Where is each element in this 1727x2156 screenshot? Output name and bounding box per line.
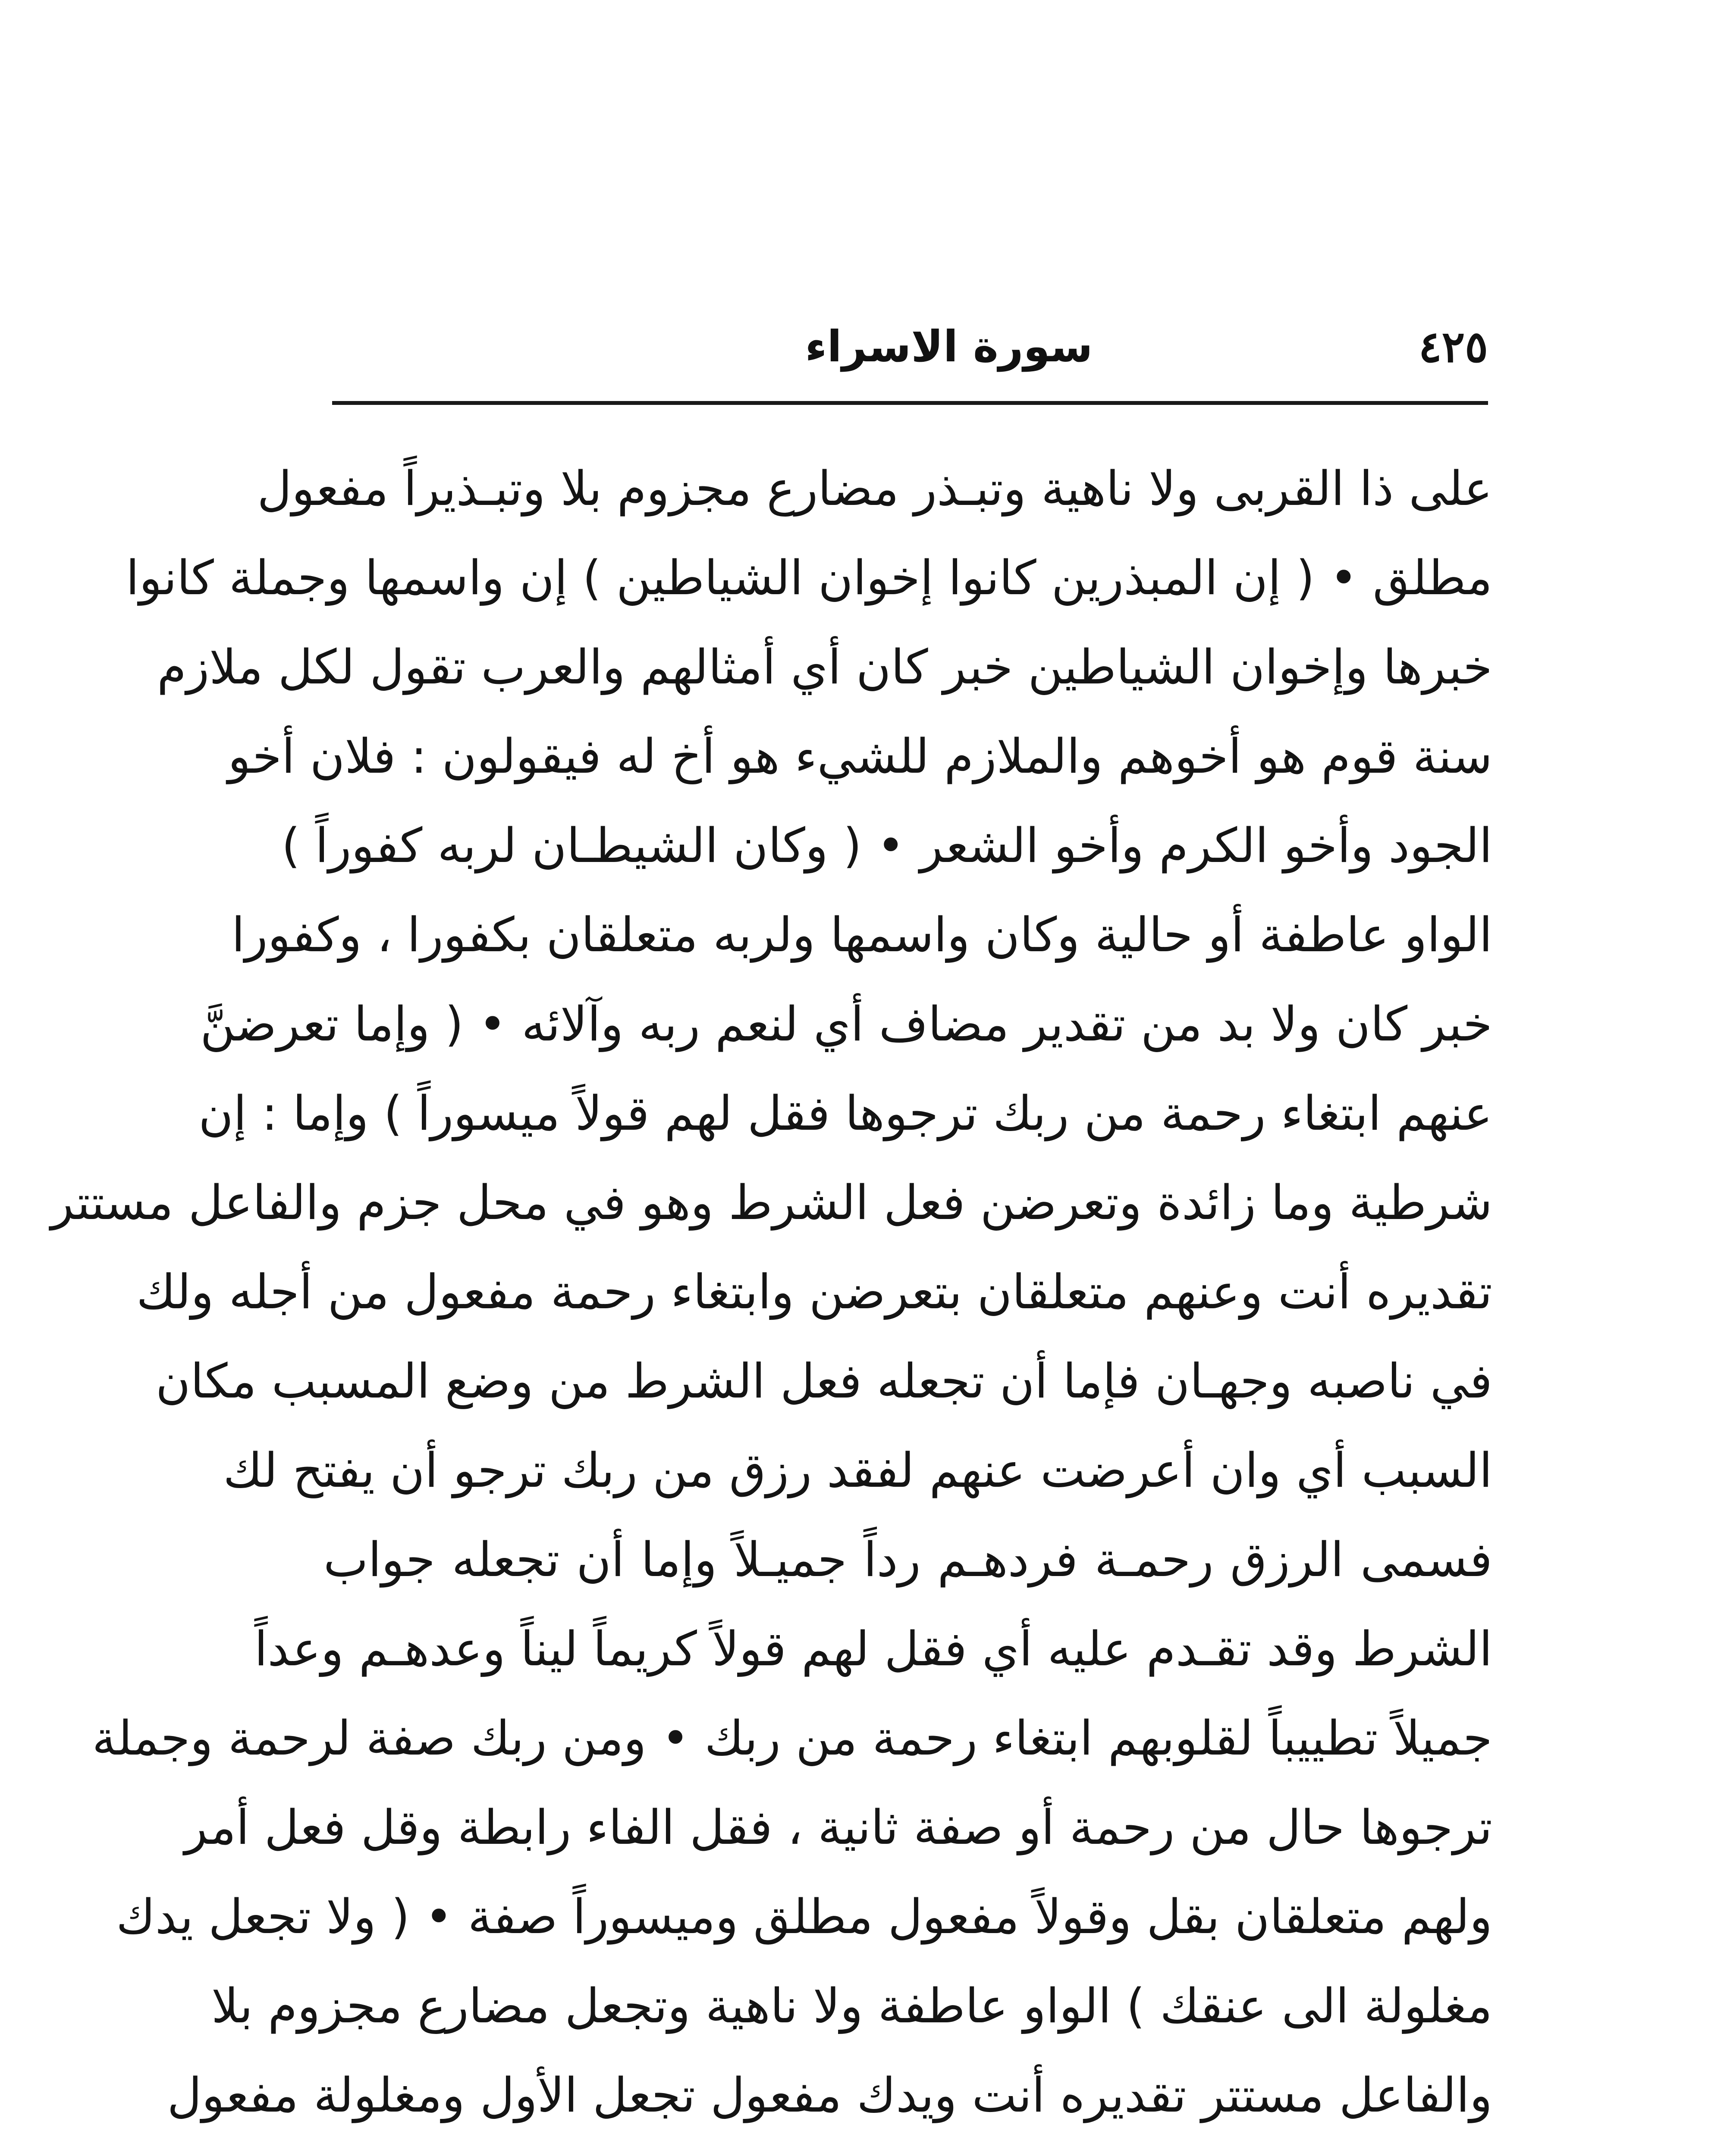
text-line: الجود وأخو الكرم وأخو الشعر • ( وكان الشيطـان لربه كفوراً ) <box>281 818 1492 873</box>
text-line: والفاعل مستتر تقديره أنت ويدك مفعول تجعل الأول ومغلولة مفعول <box>167 2068 1492 2123</box>
header-divider <box>332 401 1488 405</box>
text-line: على ذا القربى ولا ناهية وتبـذر مضارع مجزوم بلا وتبـذيراً مفعول <box>257 461 1492 516</box>
text-line: مغلولة الى عنقك ) الواو عاطفة ولا ناهية وتجعل مضارع مجزوم بلا <box>211 1978 1492 2034</box>
text-line <box>323 2140 1492 2156</box>
text-line: عنهم ابتغاء رحمة من ربك ترجوها فقل لهم قولاً ميسوراً ) وإما : إن <box>198 1086 1492 1141</box>
page-header <box>332 310 1488 397</box>
text-line: فسمى الرزق رحمـة فردهـم رداً جميـلاً وإما أن تجعله جواب <box>323 1532 1492 1587</box>
page-number: ٤٢٥ <box>1418 321 1488 372</box>
running-title: سورة الاسراء <box>805 321 1093 372</box>
body-text <box>50 444 1492 2156</box>
text-line: مطلق • ( إن المبذرين كانوا إخوان الشياطين ) إن واسمها وجملة كانوا <box>126 550 1492 605</box>
text-line: الواو عاطفة أو حالية وكان واسمها ولربه متعلقان بكفورا ، وكفورا <box>231 907 1492 962</box>
text-line: خبرها وإخوان الشياطين خبر كان أي أمثالهم والعرب تقول لكل ملازم <box>157 639 1492 695</box>
text-line: جميلاً تطييباً لقلوبهم ابتغاء رحمة من ربك • ومن ربك صفة لرحمة وجملة <box>92 1711 1492 1766</box>
text-line: في ناصبه وجهـان فإما أن تجعله فعل الشرط من وضع المسبب مكان <box>155 1354 1492 1409</box>
text-line: شرطية وما زائدة وتعرضن فعل الشرط وهو في محل جزم والفاعل مستتر <box>50 1175 1492 1230</box>
text-line: خبر كان ولا بد من تقدير مضاف أي لنعم ربه وآلائه • ( وإما تعرضنَّ <box>200 997 1492 1052</box>
text-line: سنة قوم هو أخوهم والملازم للشيء هو أخ له فيقولون : فلان أخو <box>228 729 1492 784</box>
text-line: السبب أي وان أعرضت عنهم لفقد رزق من ربك ترجو أن يفتح لك <box>223 1443 1492 1498</box>
text-line: الشرط وقد تقـدم عليه أي فقل لهم قولاً كريماً ليناً وعدهـم وعداً <box>254 1621 1492 1677</box>
text-line: ترجوها حال من رحمة أو صفة ثانية ، فقل الفاء رابطة وقل فعل أمر <box>184 1800 1492 1855</box>
text-line: تقديره أنت وعنهم متعلقان بتعرضن وابتغاء رحمة مفعول من أجله ولك <box>136 1264 1492 1319</box>
text-line: ولهم متعلقان بقل وقولاً مفعول مطلق وميسوراً صفة • ( ولا تجعل يدك <box>116 1889 1492 1944</box>
